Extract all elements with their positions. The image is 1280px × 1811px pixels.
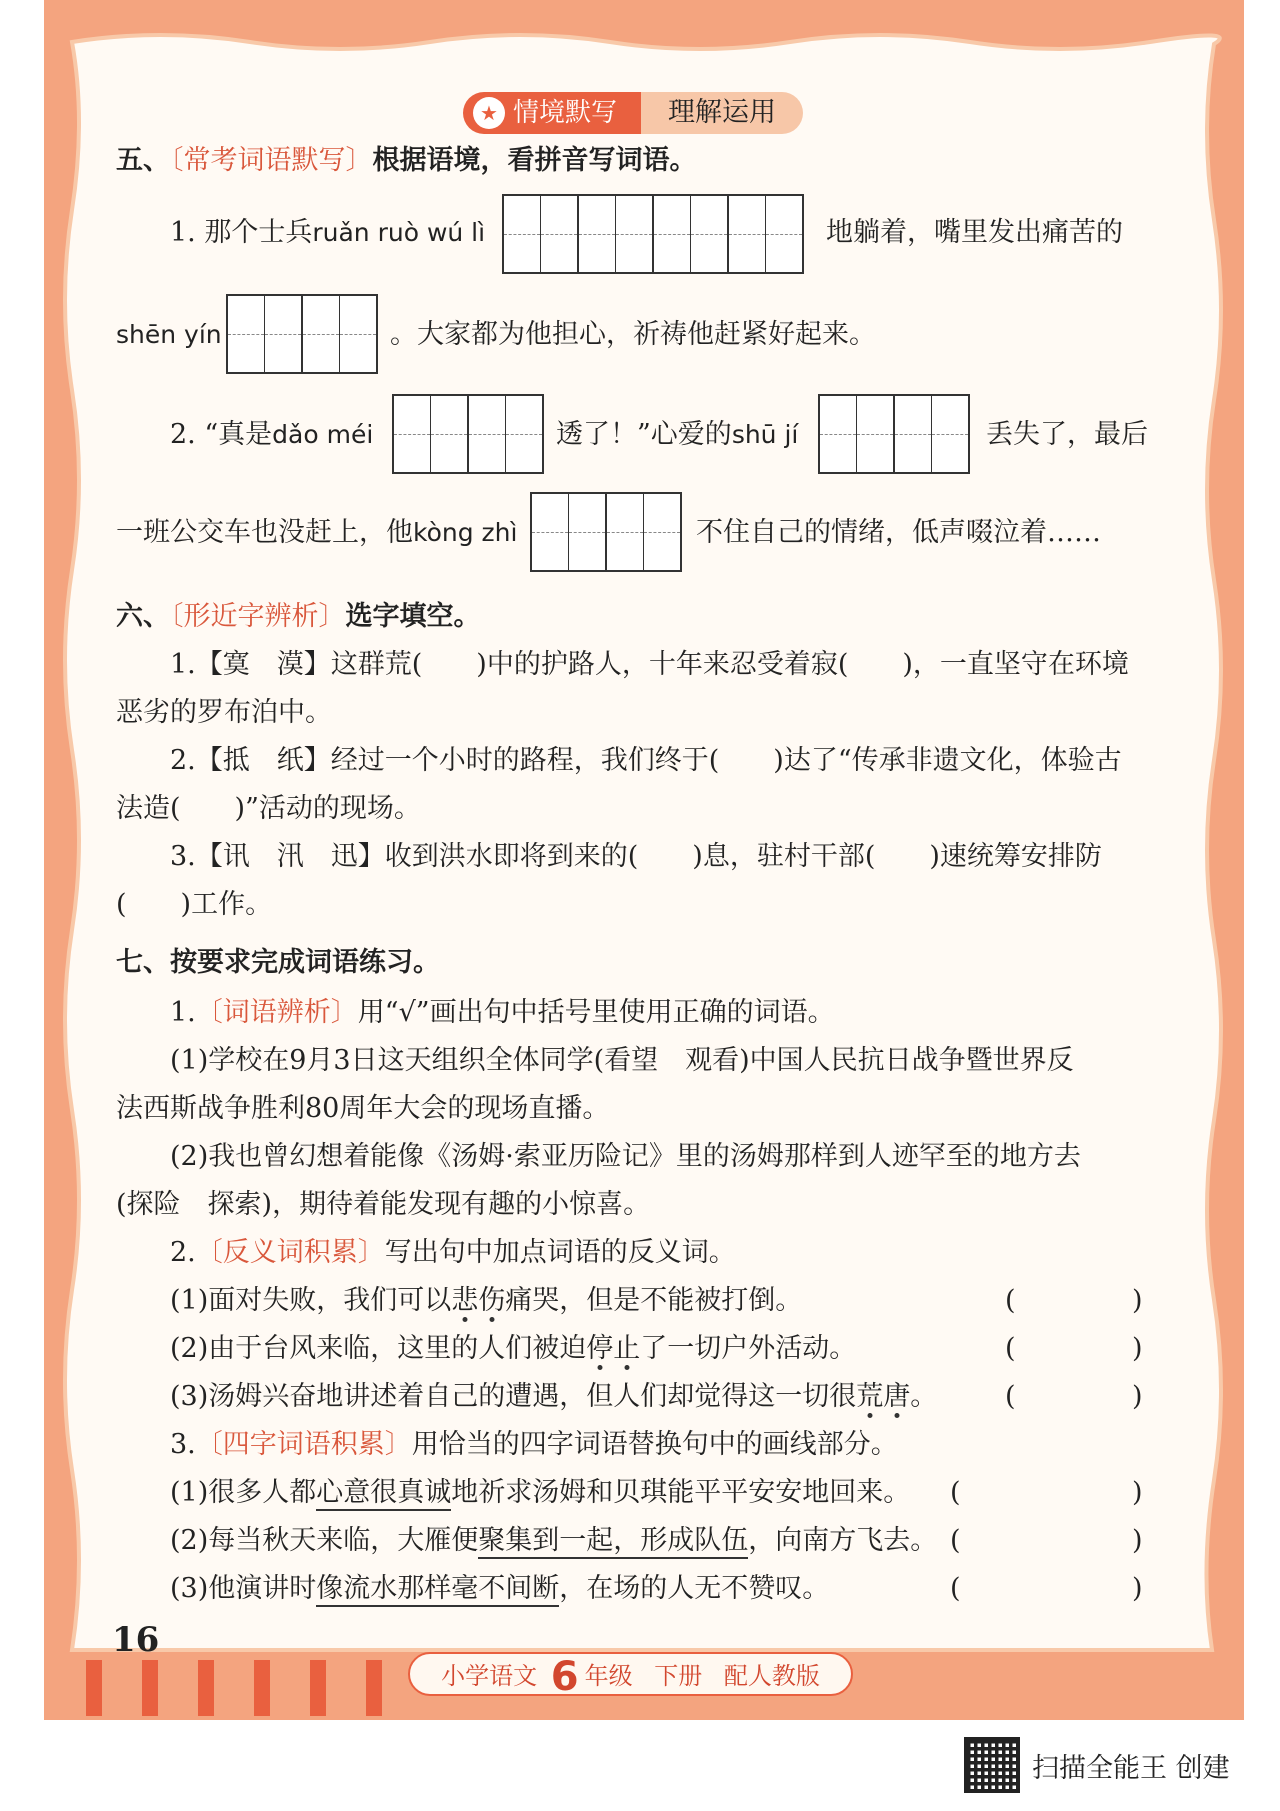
s7-sub3-instruction: 用恰当的四字词语替换句中的画线部分。 (411, 1429, 898, 1460)
answer-paren-close: ) (1132, 1573, 1143, 1604)
s6-q2-line2: 法造( )”活动的现场。 (116, 793, 421, 824)
dotted-word: 荒唐 (856, 1381, 911, 1412)
s7-sub2-item2-a: (2)由于台风来临，这里的人们被迫 (170, 1333, 587, 1364)
s7-sub1-heading (170, 996, 835, 1030)
header-left-text: 情境默写 (513, 98, 618, 128)
qr-code-icon (964, 1737, 1020, 1793)
answer-paren-close: ) (1132, 1381, 1143, 1412)
answer-paren-close: ) (1132, 1525, 1143, 1556)
s5-q2-prefix (170, 418, 373, 452)
s7-sub2-item3-b: 。 (910, 1381, 938, 1412)
s5-q1-after1: 地躺着，嘴里发出痛苦的 (826, 217, 1123, 248)
s6-q3-line2: ( )工作。 (116, 889, 273, 920)
section-header-tag (463, 92, 803, 134)
answer-paren-open[interactable]: ( (1005, 1285, 1016, 1316)
s7-sub3-item2 (170, 1524, 937, 1558)
footer-edition: 配人教版 (723, 1662, 820, 1690)
s7-sub3-item3 (170, 1572, 829, 1606)
s6-q3-line1: 3.【讯 汛 迅】收到洪水即将到来的( )息，驻村干部( )速统筹安排防 (170, 841, 1102, 872)
s7-sub2-item3 (170, 1380, 937, 1414)
s5-q2-line2-text: 一班公交车也没赶上，他 (116, 517, 413, 548)
answer-paren-open[interactable]: ( (950, 1573, 961, 1604)
page-number: 16 (112, 1620, 160, 1660)
footer-grade: 6 (550, 1654, 579, 1700)
s5-q2-pinyin3: kòng zhì (413, 518, 518, 547)
s7-sub1-tag: 〔词语辨析〕 (195, 997, 358, 1028)
s7-sub1-instruction: 用“√”画出句中括号里使用正确的词语。 (357, 997, 835, 1028)
s7-sub1-item2-line2: (探险 探索)，期待着能发现有趣的小惊喜。 (116, 1189, 651, 1220)
s6-q1-line1: 1.【寞 漠】这群荒( )中的护路人，十年来忍受着寂( )，一直坚守在环境 (170, 649, 1129, 680)
answer-grid-4[interactable] (530, 492, 682, 572)
s7-sub2-tag: 〔反义词积累〕 (195, 1237, 385, 1268)
s5-q2-mid2: 丢失了，最后 (986, 419, 1148, 450)
s7-sub3-item2-b: ，向南方飞去。 (748, 1525, 938, 1556)
s7-sub2-instruction: 写出句中加点词语的反义词。 (384, 1237, 736, 1268)
s7-sub2-item3-a: (3)汤姆兴奋地讲述着自己的遭遇，但人们却觉得这一切很 (170, 1381, 857, 1412)
section7-number: 七、 (116, 947, 170, 978)
answer-paren-close: ) (1132, 1477, 1143, 1508)
section6-title (116, 600, 481, 634)
s7-sub1-item1-line2: 法西斯战争胜利80周年大会的现场直播。 (116, 1093, 610, 1124)
section6-instruction: 选字填空。 (345, 601, 481, 632)
s5-q1-pinyin1: ruǎn ruò wú lì (312, 218, 486, 247)
footer-volume: 下册 (654, 1662, 703, 1690)
medal-icon: ★ (473, 97, 505, 129)
s5-q2-end: 不住自己的情绪，低声啜泣着…… (696, 517, 1101, 548)
section5-instruction: 根据语境，看拼音写词语。 (372, 145, 697, 176)
s7-sub1-item2-line1: (2)我也曾幻想着能像《汤姆·索亚历险记》里的汤姆那样到人迹罕至的地方去 (170, 1141, 1081, 1172)
s7-sub2-heading (170, 1236, 736, 1270)
s5-q2-prefix-text: 2. “真是 (170, 419, 273, 450)
answer-paren-open[interactable]: ( (950, 1525, 961, 1556)
answer-grid-4[interactable] (392, 394, 544, 474)
s7-sub3-item2-a: (2)每当秋天来临，大雁便 (170, 1525, 479, 1556)
s5-q2-mid1-text: 透了！”心爱的 (556, 419, 732, 450)
underlined-phrase: 像流水那样毫不间断 (316, 1573, 559, 1607)
s7-sub1-num: 1. (170, 997, 196, 1028)
s5-q1-prefix-text: 1. 那个士兵 (170, 217, 313, 248)
header-left-label (463, 92, 641, 134)
section6-tag: 〔形近字辨析〕 (170, 601, 346, 632)
s7-sub2-item1 (170, 1284, 802, 1318)
section5-tag: 〔常考词语默写〕 (170, 145, 373, 176)
s6-q1-line2: 恶劣的罗布泊中。 (116, 697, 332, 728)
s7-sub3-item1-a: (1)很多人都 (170, 1477, 317, 1508)
answer-grid-4[interactable] (226, 294, 378, 374)
section5-title (116, 144, 697, 178)
s7-sub3-item1-b: 地祈求汤姆和贝琪能平平安安地回来。 (451, 1477, 911, 1508)
s5-q1-prefix (170, 216, 485, 250)
answer-paren-close: ) (1132, 1285, 1143, 1316)
s5-q2-pinyin1: dǎo méi (272, 420, 374, 449)
s7-sub2-num: 2. (170, 1237, 196, 1268)
book-footer (408, 1652, 853, 1700)
s7-sub2-item2 (170, 1332, 856, 1366)
answer-paren-open[interactable]: ( (950, 1477, 961, 1508)
dotted-word: 悲伤 (451, 1285, 506, 1316)
s6-q2-line1: 2.【抵 纸】经过一个小时的路程，我们终于( )达了“传承非遗文化，体验古 (170, 745, 1122, 776)
answer-paren-open[interactable]: ( (1005, 1333, 1016, 1364)
header-right-label: 理解运用 (641, 92, 803, 134)
watermark-label: 扫描全能王 创建 (1032, 1752, 1230, 1784)
s5-q1-after2: 。大家都为他担心，祈祷他赶紧好起来。 (390, 319, 876, 350)
s7-sub3-item3-b: ，在场的人无不赞叹。 (559, 1573, 830, 1604)
s7-sub3-item3-a: (3)他演讲时 (170, 1573, 317, 1604)
answer-paren-close: ) (1132, 1333, 1143, 1364)
s5-q2-mid1 (556, 418, 798, 452)
s5-q2-line2 (116, 516, 517, 550)
s7-sub1-item1-line1: (1)学校在9月3日这天组织全体同学(看望 观看)中国人民抗日战争暨世界反 (170, 1045, 1074, 1076)
s7-sub3-num: 3. (170, 1429, 196, 1460)
s7-sub2-item1-a: (1)面对失败，我们可以 (170, 1285, 452, 1316)
s7-sub2-item2-b: 了一切户外活动。 (640, 1333, 857, 1364)
s5-q2-pinyin2: shū jí (731, 420, 799, 449)
section7-title (116, 946, 440, 980)
s7-sub3-item1 (170, 1476, 910, 1510)
answer-grid-8[interactable] (502, 194, 804, 274)
section6-number: 六、 (116, 601, 170, 632)
underlined-phrase: 心意很真诚 (316, 1477, 451, 1511)
scanner-watermark (964, 1735, 1230, 1795)
section7-instruction: 按要求完成词语练习。 (170, 947, 440, 978)
underlined-phrase: 聚集到一起，形成队伍 (478, 1525, 748, 1559)
s7-sub2-item1-b: 痛哭，但是不能被打倒。 (505, 1285, 803, 1316)
footer-grade-suffix: 年级 (584, 1662, 633, 1690)
section5-number: 五、 (116, 145, 170, 176)
s7-sub3-heading (170, 1428, 898, 1462)
answer-grid-4[interactable] (818, 394, 970, 474)
s7-sub3-tag: 〔四字词语积累〕 (195, 1429, 412, 1460)
dotted-word: 停止 (586, 1333, 641, 1364)
answer-paren-open[interactable]: ( (1005, 1381, 1016, 1412)
footer-subject: 小学语文 (441, 1662, 538, 1690)
s5-q1-pinyin2: shēn yín (116, 320, 222, 349)
